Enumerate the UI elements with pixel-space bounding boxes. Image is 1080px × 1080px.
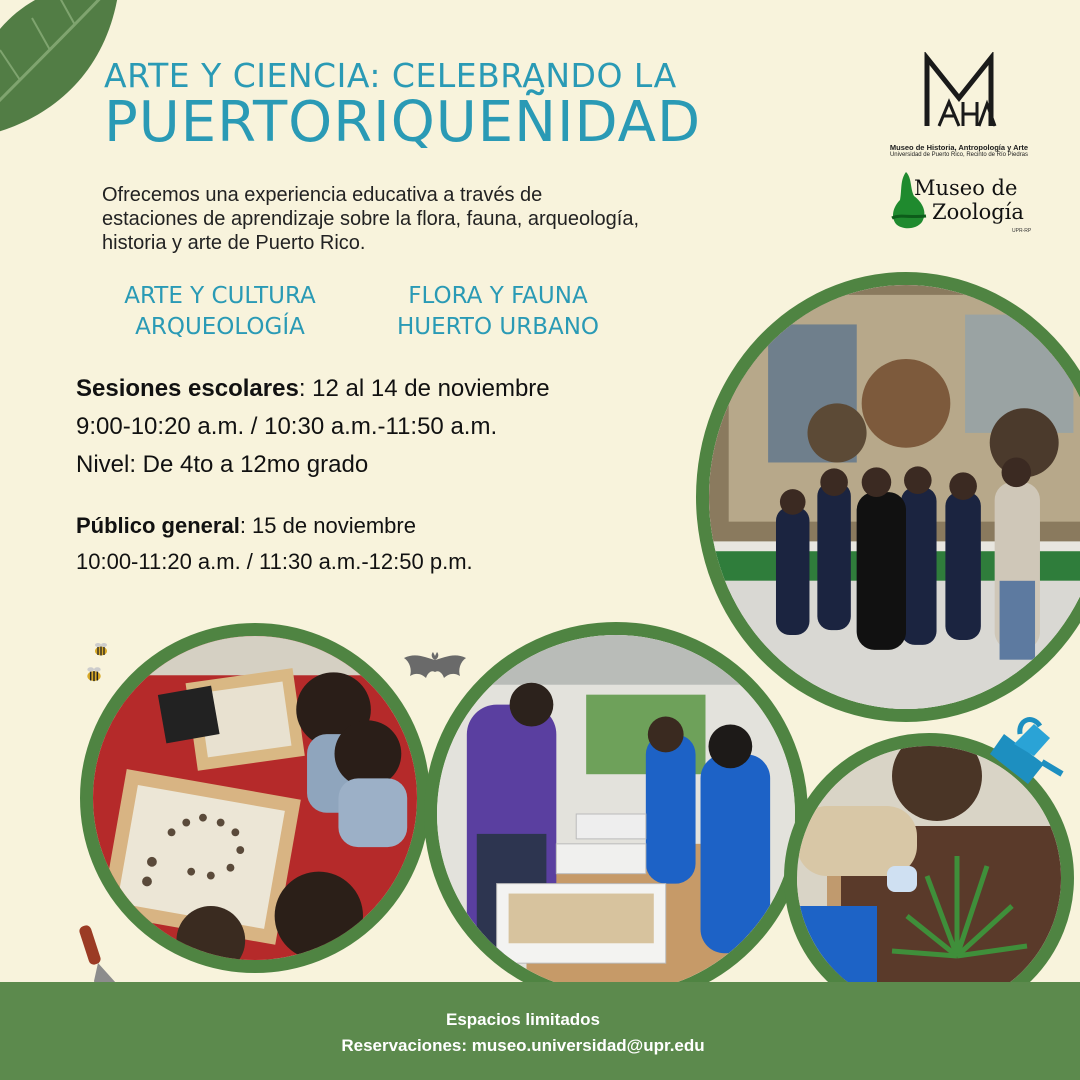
zoology-line2: Zoología [932, 200, 1024, 224]
category-list-left [100, 281, 340, 343]
maha-logo [884, 52, 1034, 158]
footer-limited-spaces: Espacios limitados [446, 1010, 600, 1029]
intro-paragraph [102, 183, 762, 255]
category-arqueologia: ARQUEOLOGÍA [135, 314, 305, 340]
zoology-line1: Museo de [914, 176, 1018, 200]
general-public-dates [76, 508, 676, 544]
category-huerto-urbano: HUERTO URBANO [396, 314, 600, 340]
title-line1: ARTE Y CIENCIA: CELEBRANDO LA [104, 56, 677, 95]
photo-museum-painting [696, 272, 1080, 722]
general-public-label: Público general [76, 513, 240, 538]
intro-line: estaciones de aprendizaje sobre la flora, fauna, arqueología, [102, 208, 640, 230]
intro-line: Ofrecemos una experiencia educativa a través de [102, 184, 543, 206]
intro-line: historia y arte de Puerto Rico. [102, 232, 366, 254]
maha-name: Museo de Historia, Antropología y Arte [889, 143, 1029, 152]
footer-bar [0, 982, 1080, 1080]
school-sessions-times: 9:00-10:20 a.m. / 10:30 a.m.-11:50 a.m. [76, 413, 498, 440]
general-public-times: 10:00-11:20 a.m. / 11:30 a.m.-12:50 p.m. [76, 549, 473, 574]
category-flora-fauna: FLORA Y FAUNA [408, 283, 588, 309]
school-sessions [76, 370, 676, 484]
general-public [76, 508, 676, 580]
photo-archaeology-station [424, 622, 808, 1006]
school-sessions-label: Sesiones escolares [76, 375, 299, 402]
zoology-tiny: UPR-RP [1012, 228, 1032, 234]
school-sessions-date-text: : 12 al 14 de noviembre [298, 375, 550, 402]
general-public-date-text: : 15 de noviembre [239, 513, 416, 538]
maha-mark-icon [919, 52, 999, 132]
bee-icon [84, 666, 104, 684]
watering-can-icon [984, 704, 1068, 788]
category-list-right [368, 281, 628, 343]
footer-reservations: Reservaciones: museo.universidad@upr.edu [341, 1036, 705, 1055]
bee-icon [92, 642, 110, 658]
category-arte-cultura: ARTE Y CULTURA [124, 283, 316, 309]
school-sessions-level: Nivel: De 4to a 12mo grado [76, 451, 369, 478]
title-line2: PUERTORIQUEÑIDAD [104, 90, 702, 155]
leaf-decoration [0, 0, 120, 140]
zoology-logo [888, 170, 1048, 240]
maha-subtitle: Universidad de Puerto Rico, Recinto de Río Piedras [889, 152, 1029, 158]
bat-icon [404, 648, 466, 686]
photo-insect-collection [80, 623, 430, 973]
school-sessions-dates [76, 370, 676, 408]
